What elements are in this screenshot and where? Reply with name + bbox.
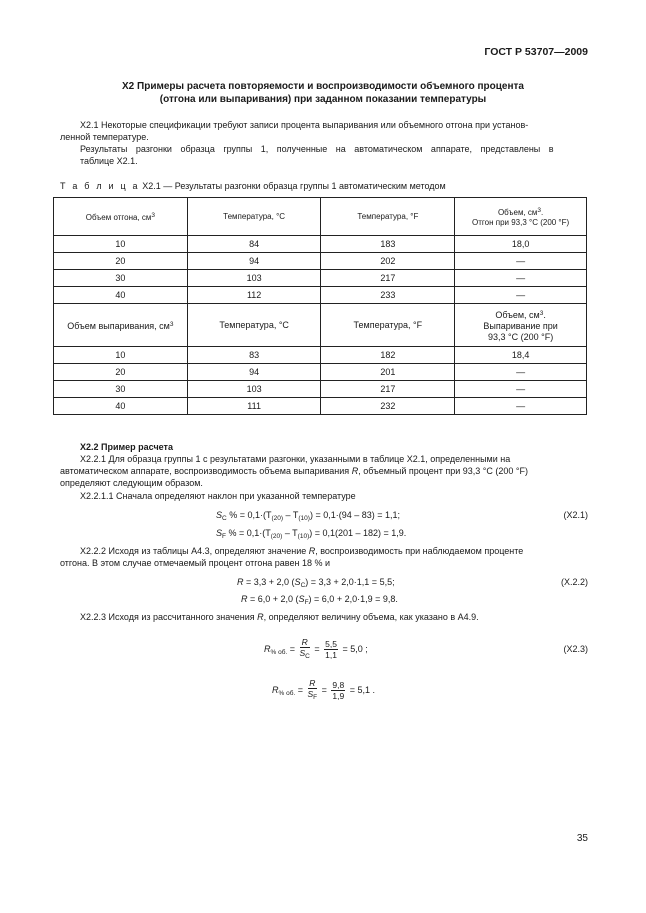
- paragraph-text: , определяют величину объема, как указано в А4.9.: [263, 612, 479, 622]
- eq-text: = 6,0 + 2,0 (: [247, 594, 299, 604]
- paragraph-x2-2-1: [80, 453, 588, 465]
- fraction-numerator: R: [300, 637, 310, 648]
- table-header-distillation: [54, 198, 587, 236]
- header-cell: [54, 304, 188, 347]
- paragraph-line: ленной температуре.: [60, 132, 149, 142]
- symbol-s: S: [307, 689, 314, 699]
- header-sup: 3: [169, 320, 174, 328]
- eq-sub: F: [304, 599, 309, 606]
- header-cell: Температура, °С: [187, 198, 321, 236]
- fraction-denominator: [300, 648, 310, 662]
- header-cell: Температура, °F: [321, 198, 455, 236]
- fraction: [300, 637, 310, 662]
- paragraph-x2-2-1-end: определяют следующим образом.: [60, 478, 203, 488]
- eq-text: ) = 6,0 + 2,0·1,9 = 9,8.: [308, 594, 398, 604]
- table-row: [54, 364, 587, 381]
- header-text: Объем отгона, см: [85, 212, 152, 222]
- paragraph-x2-2-1-1: Х2.2.1.1 Сначала определяют наклон при указанной температуре: [80, 491, 356, 501]
- symbol-s: S: [299, 648, 306, 658]
- table-cell: 40: [54, 287, 188, 304]
- symbol-s: S: [298, 594, 305, 604]
- table-row: [54, 398, 587, 415]
- fraction-numerator: 5,5: [325, 639, 337, 649]
- section-title: [60, 80, 586, 106]
- table-cell: —: [455, 287, 587, 304]
- symbol-r: R: [351, 466, 359, 476]
- table-caption: [60, 180, 446, 192]
- equation-r-fahrenheit: [241, 593, 398, 609]
- equation-number-x2-2: (Х.2.2): [560, 577, 588, 587]
- paragraph-line: Х2.1 Некоторые спецификации требуют записи процента выпаривания или объемного отгона при установ-: [80, 120, 529, 130]
- fraction-denominator: 1,9: [332, 691, 345, 701]
- paragraph-text: Х2.2.2 Исходя из таблицы А4.3, определяют значение: [80, 546, 307, 556]
- equation-number-x2-1: (Х2.1): [563, 510, 588, 520]
- table-cell: 18,4: [455, 347, 587, 364]
- header-text: .: [543, 309, 546, 320]
- table-cell: 18,0: [455, 236, 587, 253]
- header-cell: [455, 198, 587, 236]
- table-caption-text: Х2.1 — Результаты разгонки образца группы 1 автоматическим методом: [142, 181, 446, 191]
- example-heading: Х2.2 Пример расчета: [80, 442, 173, 452]
- paragraph-x2-2-2-cont: отгона. В этом случае отмечаемый процент отгона равен 18 % и: [60, 558, 331, 568]
- eq-sub: C: [305, 653, 310, 660]
- table-cell: 20: [54, 364, 188, 381]
- paragraph-text: , воспроизводимость при наблюдаемом проценте: [315, 546, 524, 556]
- paragraph-results: [80, 143, 588, 155]
- table-cell: 10: [54, 236, 188, 253]
- header-text: Объем выпаривания, см: [67, 320, 170, 331]
- header-cell: Температура, °F: [321, 304, 455, 347]
- header-text: Выпаривание при: [483, 320, 558, 331]
- eq-text: = 3,3 + 2,0 (: [243, 577, 295, 587]
- paragraph-x2-1-cont: [60, 131, 588, 143]
- header-text: .: [541, 207, 544, 217]
- header-cell: [455, 304, 587, 347]
- eq-text: = 5,0 ;: [342, 643, 368, 654]
- table-cell: 10: [54, 347, 188, 364]
- symbol-s: S: [294, 577, 301, 587]
- table-cell: —: [455, 381, 587, 398]
- paragraph-results-cont: [80, 155, 588, 167]
- table-header-evaporation: [54, 304, 587, 347]
- page-number: 35: [576, 833, 588, 844]
- table-cell: —: [455, 364, 587, 381]
- header-cell: Температура, °С: [187, 304, 321, 347]
- equation-number-x2-3: (Х2.3): [563, 644, 588, 654]
- table-row: [54, 236, 587, 253]
- paragraph-x2-2-2: [80, 545, 588, 557]
- fraction-numerator: 9,8: [332, 680, 345, 690]
- symbol-r: R: [237, 577, 244, 587]
- equation-slope-f: $S_F$ % = $0,1\cdot(T_{(20)} - T_{(10)}) = 0,1(201 - 182) = 1,9$.: [216, 528, 407, 540]
- symbol-r: R: [308, 546, 316, 556]
- table-caption-prefix: Т а б л и ц а: [60, 181, 140, 191]
- table-cell: 20: [54, 253, 188, 270]
- equation-volume-fahrenheit: $R_{\% об.}$ = $\frac{R}{S_F}$ = $\frac{9,8}{1,9}$ = 5,1 .: [272, 678, 376, 701]
- symbol-r: R: [272, 684, 279, 695]
- paragraph-line: Результаты разгонки образца группы 1, полученные на автоматическом аппарате, представлены в: [80, 144, 554, 154]
- eq-text: = 5,1 .: [349, 684, 376, 695]
- header-text: Объем, см: [497, 207, 538, 217]
- eq-sub: C: [300, 582, 306, 589]
- table-cell: 111: [187, 398, 321, 415]
- table-row: [54, 253, 587, 270]
- symbol-r: R: [257, 612, 264, 622]
- paragraph-x2-2-3: [80, 611, 588, 623]
- table-cell: 103: [187, 270, 321, 287]
- table-cell: 94: [187, 364, 321, 381]
- paragraph-text: , объемный процент при 93,3 °С (200 °F): [358, 466, 529, 476]
- header-sup: 3: [537, 206, 542, 214]
- fraction: [308, 678, 318, 703]
- table-cell: 94: [187, 253, 321, 270]
- table-cell: 232: [321, 398, 455, 415]
- paragraph-line: таблице Х2.1.: [80, 156, 138, 166]
- table-cell: 112: [187, 287, 321, 304]
- eq-sub: F: [313, 694, 318, 701]
- paragraph-text: Х2.2.3 Исходя из рассчитанного значения: [80, 612, 255, 622]
- section-title-line-2: (отгона или выпаривания) при заданном показании температуры: [159, 94, 487, 105]
- table-cell: 233: [321, 287, 455, 304]
- eq-sub: % об.: [278, 689, 296, 697]
- header-text: 93,3 °С (200 °F): [487, 331, 554, 342]
- table-cell: —: [455, 253, 587, 270]
- header-cell: [54, 198, 188, 236]
- table-cell: 30: [54, 270, 188, 287]
- fraction: [324, 639, 338, 660]
- table-cell: 103: [187, 381, 321, 398]
- section-title-line-1: Х2 Примеры расчета повторяемости и воспроизводимости объемного процента: [122, 81, 524, 92]
- table-cell: 182: [321, 347, 455, 364]
- table-row: [54, 347, 587, 364]
- header-text: Объем, см: [495, 309, 540, 320]
- symbol-r: R: [241, 594, 248, 604]
- table-cell: 201: [321, 364, 455, 381]
- fraction-denominator: [308, 689, 318, 703]
- symbol-r: R: [264, 643, 271, 654]
- paragraph-line: Х2.2.1 Для образца группы 1 с результатами разгонки, указанными в таблице Х2.1, определенными на: [80, 454, 511, 464]
- table-cell: 84: [187, 236, 321, 253]
- table-cell: 202: [321, 253, 455, 270]
- paragraph-x2-2-1-cont: [60, 465, 588, 477]
- document-code: ГОСТ Р 53707—2009: [484, 46, 588, 58]
- table-cell: 217: [321, 270, 455, 287]
- header-sup: 3: [539, 309, 544, 317]
- table-cell: 183: [321, 236, 455, 253]
- table-cell: —: [455, 398, 587, 415]
- equation-volume-celsius: $R_{\% об.}$ = $\frac{R}{S_C}$ = $\frac{5,5}{1,1}$ = 5,0 ;: [264, 637, 368, 660]
- eq-text: ) = 3,3 + 2,0·1,1 = 5,5;: [305, 577, 395, 587]
- table-row: [54, 287, 587, 304]
- results-table: [53, 197, 587, 415]
- paragraph-x2-1: [80, 119, 588, 131]
- fraction: [331, 680, 345, 701]
- fraction-numerator: R: [309, 678, 316, 688]
- table-cell: 83: [187, 347, 321, 364]
- equation-r-celsius: [237, 576, 395, 592]
- table-cell: 217: [321, 381, 455, 398]
- fraction-denominator: 1,1: [325, 650, 337, 660]
- equation-slope-c: $S_C$ % = $0,1\cdot(T_{(20)} - T_{(10)}) = 0,1\cdot(94 - 83) = 1,1$;: [216, 510, 401, 522]
- header-text: Отгон при 93,3 °С (200 °F): [472, 217, 570, 227]
- table-row: [54, 270, 587, 287]
- table-cell: 40: [54, 398, 188, 415]
- table-cell: —: [455, 270, 587, 287]
- eq-sub: % об.: [270, 648, 288, 656]
- paragraph-text: автоматическом аппарате, воспроизводимость объема выпаривания: [60, 466, 350, 476]
- header-sup: 3: [151, 211, 156, 219]
- table-row: [54, 381, 587, 398]
- table-cell: 30: [54, 381, 188, 398]
